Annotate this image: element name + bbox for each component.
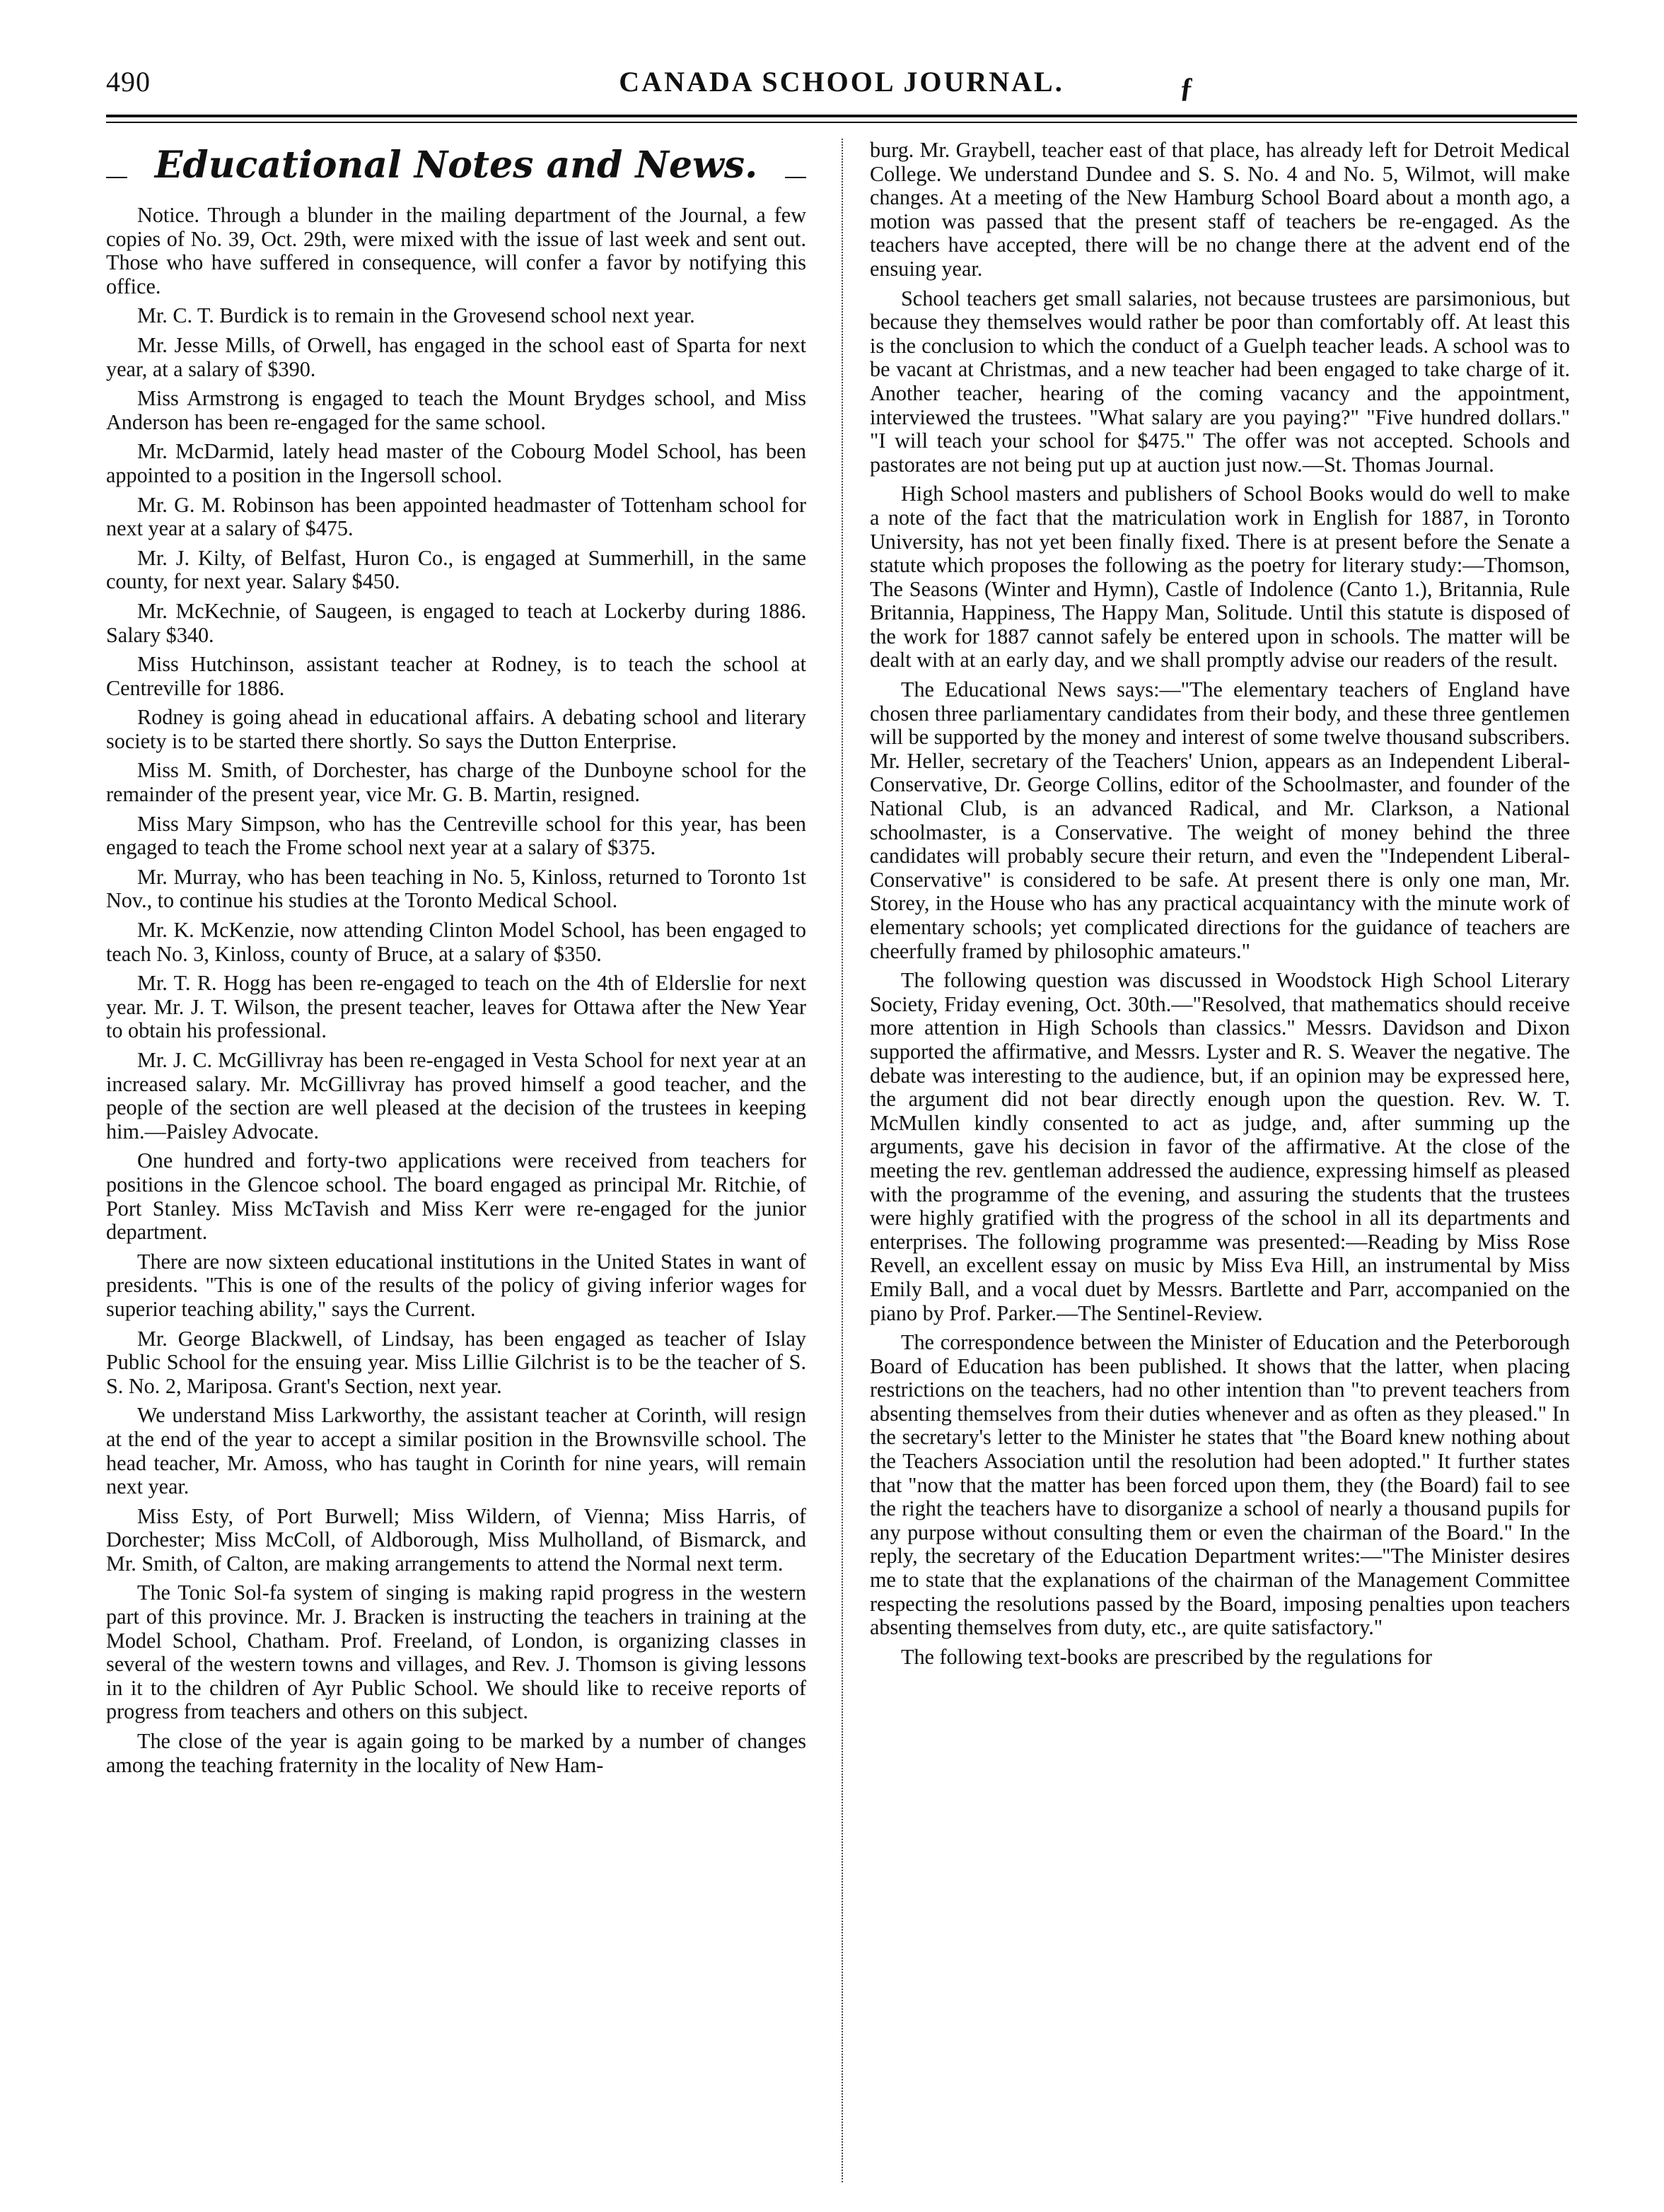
corner-mark: ƒ: [1180, 71, 1194, 103]
news-paragraph: burg. Mr. Graybell, teacher east of that place, has already left for Detroit Medical College. We understand Dundee and S. S. No. 4 and No. 5, Wilmot, will make changes. At a meeting of the New Hamburg School Board about a month ago, a motion was passed that the present staff of teachers be re-engaged. As the teachers have accepted, there will be no change there at the advent end of the ensuing year.: [870, 138, 1570, 281]
news-paragraph: We understand Miss Larkworthy, the assistant teacher at Corinth, will resign at the end of the year to accept a similar position in the Brownsville school. The head teacher, Mr. Amoss, who has taught in Corinth for nine years, will remain next year.: [106, 1403, 806, 1499]
news-paragraph: The correspondence between the Minister of Education and the Peterborough Board of Education has been published. It shows that the latter, when placing restrictions on the teachers, had no other intention than "to prevent teachers from absenting themselves from their duties whenever and as often as they pleased." In the secretary's letter to the Minister he states that "the Board knew nothing about the Teachers Association until the resolution had been adopted." It further states that "now that the matter has been forced upon them, they (the Board) fail to see the right the teachers have to disorganize a school of nearly a thousand pupils for any purpose without consulting them or even the chairman of the Board." In the reply, the secretary of the Education Department writes:—"The Minister desires me to state that the explanations of the chairman of the Management Committee respecting the resolutions passed by the Board, imposing penalties upon teachers absenting themselves from duty, etc., are quite satisfactory.": [870, 1330, 1570, 1640]
news-paragraph: Miss Hutchinson, assistant teacher at Rodney, is to teach the school at Centreville for 1886.: [106, 652, 806, 700]
news-paragraph: Mr. McKechnie, of Saugeen, is engaged to teach at Lockerby during 1886. Salary $340.: [106, 598, 806, 647]
news-paragraph: The Educational News says:—"The elementary teachers of England have chosen three parliamentary candidates from their body, and these three gentlemen will be supported by the money and interest of some twelve thousand subscribers. Mr. Heller, secretary of the Teachers' Union, appears as an Independent Liberal-Conservative, Dr. George Collins, editor of the Schoolmaster, and founder of the National Club, is an advanced Radical, and Mr. Clarkson, a National schoolmaster, is a Conservative. The weight of money behind the three candidates will probably secure their return, and even the "Independent Liberal-Conservative" is considered to be safe. At present there is only one man, Mr. Storey, in the House who has any practical acquaintancy with the minute work of elementary schools; yet complicated directions for the guidance of teachers are cheerfully framed by philosophic amateurs.": [870, 677, 1570, 963]
header-rule-thin: [106, 122, 1577, 123]
left-column-articles: [106, 204, 806, 1777]
news-paragraph: There are now sixteen educational institutions in the United States in want of presidents. "This is one of the results of the policy of giving inferior wages for superior teaching ability," says the Current.: [106, 1249, 806, 1321]
title-dash-right: [785, 177, 806, 178]
column-divider: [842, 139, 843, 2182]
news-paragraph: Mr. Murray, who has been teaching in No. 5, Kinloss, returned to Toronto 1st Nov., to continue his studies at the Toronto Medical School.: [106, 864, 806, 913]
news-paragraph: The following question was discussed in Woodstock High School Literary Society, Friday evening, Oct. 30th.—"Resolved, that mathematics should receive more attention in High Schools than classics." Messrs. Davidson and Dixon supported the affirmative, and Messrs. Lyster and R. S. Weaver the negative. The debate was interesting to the audience, but, if an opinion may be expressed here, the argument did not bear directly enough upon the question. Rev. W. T. McMullen kindly consented to act as judge, and, after summing up the arguments, gave his decision in favor of the affirmative. At the close of the meeting the rev. gentleman addressed the audience, expressing himself as pleased with the programme of the evening, and assuring the students that the trustees were highly gratified with the progress of the school in all its departments and enterprises. The following programme was presented:—Reading by Miss Rose Revell, an excellent essay on music by Miss Eva Hill, an instrumental by Miss Emily Ball, and a vocal duet by Messrs. Bartlette and Parr, accompanied on the piano by Prof. Parker.—The Sentinel-Review.: [870, 968, 1570, 1325]
header-rule: [106, 115, 1577, 117]
news-paragraph: Miss M. Smith, of Dorchester, has charge of the Dunboyne school for the remainder of the present year, vice Mr. G. B. Martin, resigned.: [106, 758, 806, 807]
page-number: 490: [106, 66, 151, 98]
news-paragraph: Mr. T. R. Hogg has been re-engaged to teach on the 4th of Elderslie for next year. Mr. J. T. Wilson, the present teacher, leaves for Ottawa after the New Year to obtain his professional.: [106, 971, 806, 1043]
news-paragraph: Mr. J. C. McGillivray has been re-engaged in Vesta School for next year at an increased salary. Mr. McGillivray has proved himself a good teacher, and the people of the section are well pleased at the decision of the trustees in keeping him.—Paisley Advocate.: [106, 1048, 806, 1143]
news-paragraph: One hundred and forty-two applications were received from teachers for positions in the Glencoe school. The board engaged as principal Mr. Ritchie, of Port Stanley. Miss McTavish and Miss Kerr were re-engaged for the junior department.: [106, 1148, 806, 1245]
right-column-articles: [870, 139, 1570, 1669]
section-title: [106, 143, 806, 188]
news-paragraph: Mr. Jesse Mills, of Orwell, has engaged in the school east of Sparta for next year, at a salary of $390.: [106, 332, 806, 381]
news-paragraph: Rodney is going ahead in educational affairs. A debating school and literary society is to be started there shortly. So says the Dutton Enterprise.: [106, 705, 806, 753]
news-paragraph: Mr. C. T. Burdick is to remain in the Grovesend school next year.: [137, 303, 695, 328]
title-dash-left: [106, 177, 127, 178]
news-paragraph: Mr. J. Kilty, of Belfast, Huron Co., is engaged at Summerhill, in the same county, for next year. Salary $450.: [106, 545, 806, 594]
news-paragraph: Miss Mary Simpson, who has the Centreville school for this year, has been engaged to teach the Frome school next year at a salary of $375.: [106, 811, 806, 860]
journal-title: CANADA SCHOOL JOURNAL.: [619, 66, 1064, 98]
right-column: [870, 139, 1570, 1675]
news-paragraph: School teachers get small salaries, not because trustees are parsimonious, but because they themselves would rather be poor than comfortably off. At least this is the conclusion to which the conduct of a Guelph teacher leads. A school was to be vacant at Christmas, and a new teacher had been engaged to take charge of it. Another teacher, hearing of the coming vacancy and the appointment, interviewed the trustees. "What salary are you paying?" "Five hundred dollars." "I will teach your school for $475." The offer was not accepted. Schools and pastorates are not being put up at auction just now.—St. Thomas Journal.: [870, 286, 1570, 477]
news-paragraph: Mr. George Blackwell, of Lindsay, has been engaged as teacher of Islay Public School for the ensuing year. Miss Lillie Gilchrist is to be the teacher of S. S. No. 2, Mariposa. Grant's Section, next year.: [106, 1326, 806, 1398]
news-paragraph: The Tonic Sol-fa system of singing is making rapid progress in the western part of this province. Mr. J. Bracken is instructing the teachers in training at the Model School, Chatham. Prof. Freeland, of London, is organizing classes in several of the western towns and villages, and Rev. J. Thomson is giving lessons in it to the children of Ayr Public School. We should like to receive reports of progress from teachers and others on this subject.: [106, 1581, 806, 1724]
news-paragraph: The close of the year is again going to be marked by a number of changes among the teaching fraternity in the locality of New Ham-: [106, 1729, 806, 1777]
news-paragraph: Notice. Through a blunder in the mailing department of the Journal, a few copies of No. 39, Oct. 29th, were mixed with the issue of last week and sent out. Those who have suffered in consequence, will confer a favor by notifying this office.: [106, 203, 806, 298]
news-paragraph: Miss Armstrong is engaged to teach the Mount Brydges school, and Miss Anderson has been re-engaged for the same school.: [106, 386, 806, 434]
news-paragraph: Mr. McDarmid, lately head master of the Cobourg Model School, has been appointed to a position in the Ingersoll school.: [106, 439, 806, 487]
news-paragraph: Mr. G. M. Robinson has been appointed headmaster of Tottenham school for next year at a salary of $475.: [106, 492, 806, 541]
section-title-text: Educational Notes and News.: [154, 144, 758, 187]
news-paragraph: The following text-books are prescribed by the regulations for: [901, 1644, 1433, 1669]
news-paragraph: High School masters and publishers of School Books would do well to make a note of the fact that the matriculation work in English for 1887, in Toronto University, has not yet been finally fixed. There is at present before the Senate a statute which proposes the following as the poetry for literary study:—Thomson, The Seasons (Winter and Hymn), Castle of Indolence (Canto 1.), Britannia, Rule Britannia, Happiness, The Happy Man, Solitude. Until this statute is disposed of the work for 1887 cannot safely be entered upon in schools. The matter will be dealt with at an early day, and we shall promptly advise our readers of the result.: [870, 482, 1570, 673]
page-header: [106, 65, 1577, 107]
news-paragraph: Mr. K. McKenzie, now attending Clinton Model School, has been engaged to teach No. 3, Kinloss, county of Bruce, at a salary of $350.: [106, 918, 806, 966]
left-column: [106, 139, 806, 1783]
news-paragraph: Miss Esty, of Port Burwell; Miss Wildern, of Vienna; Miss Harris, of Dorchester; Miss McColl, of Aldborough, Miss Mulholland, of Bismarck, and Mr. Smith, of Calton, are making arrangements to attend the Normal next term.: [106, 1503, 806, 1576]
